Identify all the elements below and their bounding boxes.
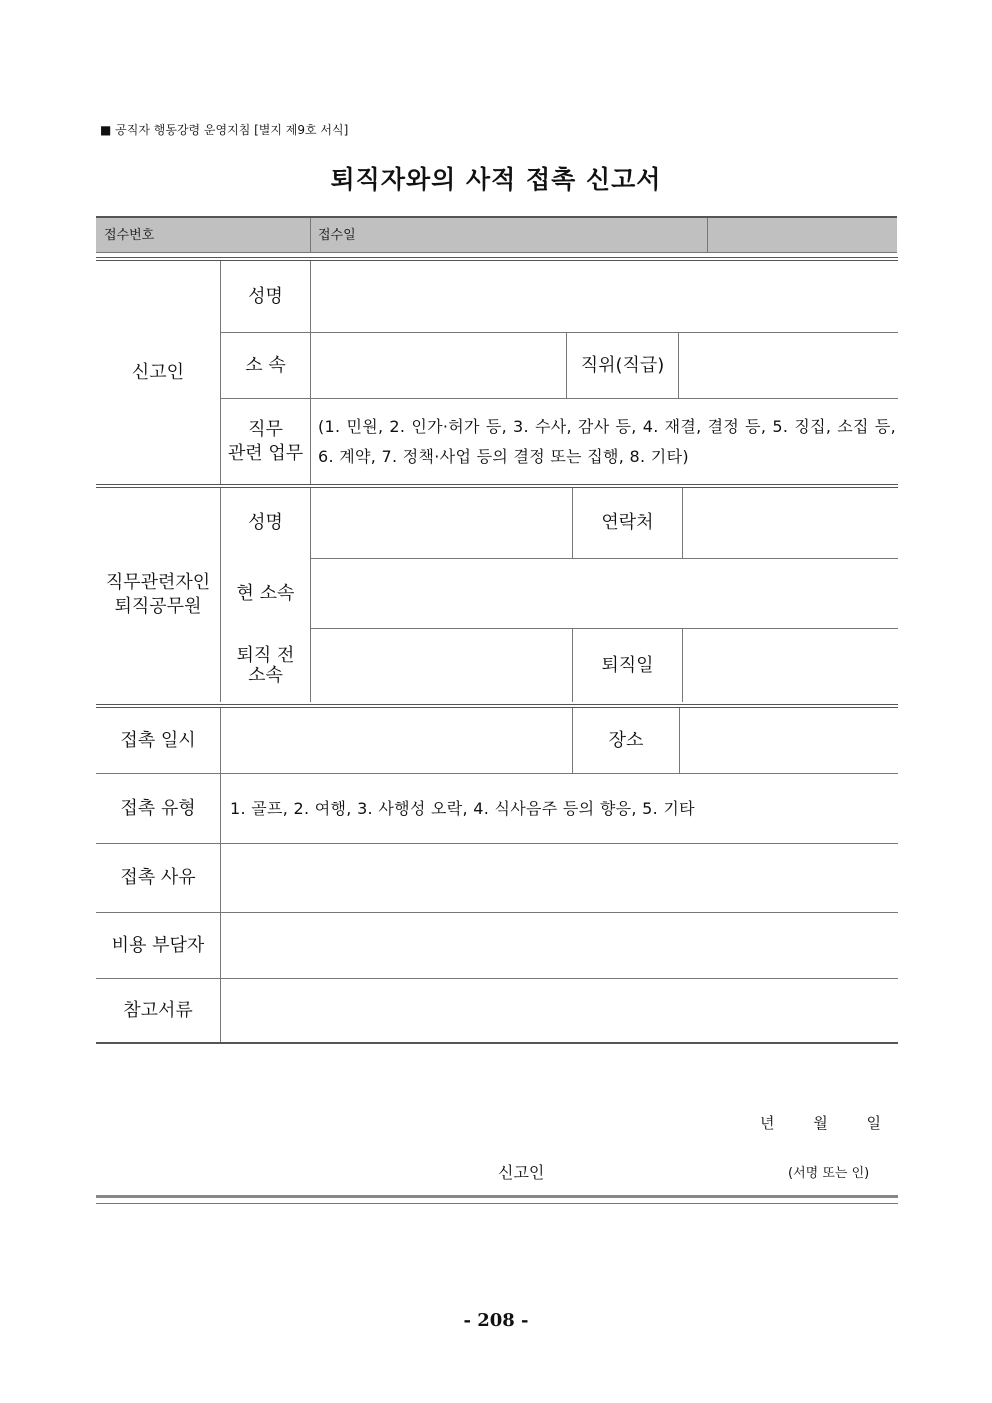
contact-place-label: 장소: [608, 729, 644, 751]
cost-bearer-field[interactable]: [221, 913, 898, 978]
bottom-rule-thin: [96, 1203, 898, 1204]
reporter-duty-label-line1: 직무: [248, 418, 283, 440]
reporter-position-label: 직위(직급): [580, 354, 665, 376]
page-number: - 208 -: [463, 1310, 529, 1331]
retiree-current-affiliation-label: 현 소속: [236, 582, 295, 604]
reporter-name-label: 성명: [248, 285, 283, 307]
retiree-current-affiliation-field[interactable]: [311, 559, 898, 628]
form-header-note: ■ 공직자 행동강령 운영지침 [별지 제9호 서식]: [100, 123, 349, 137]
retiree-prev-affiliation-label: [221, 629, 310, 702]
reporter-affiliation-field[interactable]: [311, 333, 566, 398]
retiree-section-label-line1: 직무관련자인: [105, 572, 211, 593]
reporter-duty-label-line2: 관련 업무: [227, 442, 304, 464]
reporter-section-label: 신고인: [131, 361, 185, 383]
retiree-prev-affiliation-field[interactable]: [311, 629, 572, 702]
retiree-name-field[interactable]: [311, 488, 572, 558]
reference-docs-label: 참고서류: [123, 999, 193, 1021]
signature-reporter-label: 신고인: [498, 1163, 545, 1182]
bottom-rule: [96, 1195, 898, 1198]
retiree-contact-label: 연락처: [601, 512, 654, 533]
contact-type-label: 접촉 유형: [120, 797, 196, 819]
contact-reason-label: 접촉 사유: [120, 867, 196, 888]
receipt-bar: [96, 216, 897, 253]
reporter-duty-label: [221, 399, 310, 484]
contact-place-field[interactable]: [680, 708, 898, 773]
reporter-position-field[interactable]: [679, 333, 898, 398]
reporter-name-field[interactable]: [311, 261, 898, 332]
receipt-date-label: 접수일: [318, 228, 356, 243]
reporter-duty-options: (1. 민원, 2. 인가·허가 등, 3. 수사, 감사 등, 4. 재결, 결정 등, 5. 징집, 소집 등, 6. 계약, 7. 정책·사업 등의 결정 또는 집행, 8. 기타): [318, 416, 896, 466]
contact-datetime-field[interactable]: [221, 708, 572, 773]
retiree-name-label: 성명: [248, 512, 283, 533]
signature-note: (서명 또는 인): [788, 1166, 870, 1181]
retiree-section-label: [96, 488, 220, 702]
receipt-extra-field[interactable]: [708, 218, 897, 253]
retiree-prev-affiliation-line2: 소속: [248, 664, 283, 686]
retiree-prev-affiliation-line1: 퇴직 전: [236, 644, 295, 666]
receipt-number-label: 접수번호: [104, 228, 155, 243]
retiree-retirement-date-label: 퇴직일: [601, 654, 654, 676]
contact-reason-field[interactable]: [221, 844, 898, 912]
retiree-contact-field[interactable]: [683, 488, 898, 558]
retiree-section-label-line2: 퇴직공무원: [114, 596, 202, 617]
contact-type-options: 1. 골프, 2. 여행, 3. 사행성 오락, 4. 식사음주 등의 향응, 5. 기타: [230, 798, 695, 818]
reference-docs-field[interactable]: [221, 979, 898, 1042]
form-title: 퇴직자와의 사적 접촉 신고서: [330, 165, 662, 194]
reporter-affiliation-label: 소 속: [245, 354, 286, 376]
cost-bearer-label: 비용 부담자: [111, 934, 205, 956]
contact-datetime-label: 접촉 일시: [120, 729, 196, 751]
retiree-retirement-date-field[interactable]: [683, 629, 898, 702]
signature-date-line: 년 월 일: [760, 1114, 882, 1132]
